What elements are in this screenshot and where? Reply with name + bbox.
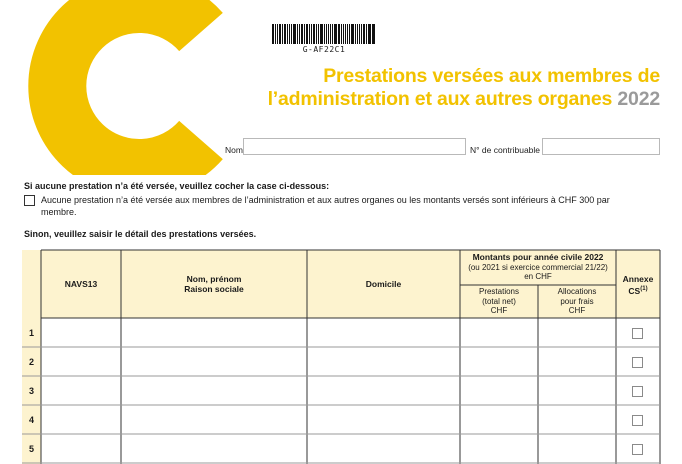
prestations-cell[interactable] (461, 377, 537, 404)
column-header-navs13: NAVS13 (64, 279, 98, 289)
allocations-header-line-3: CHF (568, 306, 586, 315)
annexe-header-line-2 (616, 284, 660, 296)
column-header-prestations (460, 287, 538, 316)
prestations-cell[interactable] (461, 319, 537, 346)
allocations-cell[interactable] (539, 435, 615, 462)
no-benefit-heading: Si aucune prestation n’a été versée, veuillez cocher la case ci-dessous: (24, 181, 330, 191)
column-header-name-line-1: Nom, prénom (186, 274, 242, 284)
prestations-header-line-3: CHF (490, 306, 508, 315)
column-header-annexe (616, 274, 660, 296)
name-label: Nom (225, 145, 243, 155)
amounts-header-line-1: Montants pour année civile 2022 (472, 252, 604, 262)
row-number: 2 (28, 357, 34, 367)
column-header-allocations (538, 287, 616, 316)
prestations-header-line-1: Prestations (478, 287, 520, 296)
annexe-footnote-ref: (1) (640, 286, 648, 292)
annexe-checkbox[interactable] (632, 444, 643, 455)
no-benefit-text-line-1: Aucune prestation n’a été versée aux membres de l’administration et aux autres organes ou les montants versés sont inférieurs à CHF 300 par (41, 195, 610, 205)
allocations-cell[interactable] (539, 348, 615, 375)
name-cell[interactable] (122, 435, 306, 462)
annexe-checkbox[interactable] (632, 386, 643, 397)
name-cell[interactable] (122, 348, 306, 375)
column-header-name (121, 274, 307, 294)
navs13-cell[interactable] (42, 377, 120, 404)
amounts-header-line-2: (ou 2021 si exercice commercial 21/22) (468, 262, 608, 272)
annexe-checkbox[interactable] (632, 415, 643, 426)
row-number: 3 (28, 386, 34, 396)
row-number: 4 (28, 415, 34, 425)
name-cell[interactable] (122, 319, 306, 346)
barcode-code: G-AF22C1 (302, 45, 346, 54)
annexe-checkbox[interactable] (632, 328, 643, 339)
detail-heading: Sinon, veuillez saisir le détail des prestations versées. (24, 229, 257, 239)
allocations-cell[interactable] (539, 377, 615, 404)
domicile-cell[interactable] (308, 406, 459, 433)
no-benefit-text-line-2: membre. (41, 207, 77, 217)
column-header-domicile: Domicile (365, 279, 402, 289)
prestations-cell[interactable] (461, 435, 537, 462)
row-number: 1 (28, 328, 34, 338)
column-header-amounts (460, 253, 616, 282)
annexe-header-cs: CS (628, 285, 641, 296)
taxpayer-number-label: N° de contribuable (470, 145, 541, 155)
prestations-cell[interactable] (461, 406, 537, 433)
name-cell[interactable] (122, 377, 306, 404)
navs13-cell[interactable] (42, 348, 120, 375)
amounts-header-line-3: en CHF (524, 272, 552, 281)
prestations-cell[interactable] (461, 348, 537, 375)
form-year: 2022 (617, 88, 660, 110)
prestations-header-line-2: (total net) (482, 296, 516, 306)
allocations-cell[interactable] (539, 319, 615, 346)
allocations-cell[interactable] (539, 406, 615, 433)
annexe-header-line-1: Annexe (622, 274, 654, 284)
title-line-2-text: l’administration et aux autres organes (267, 88, 613, 110)
navs13-cell[interactable] (42, 406, 120, 433)
allocations-header-line-1: Allocations (557, 287, 597, 296)
column-header-name-line-2: Raison sociale (184, 284, 244, 294)
domicile-cell[interactable] (308, 348, 459, 375)
title-line-1: Prestations versées aux membres de (323, 65, 660, 87)
name-cell[interactable] (122, 406, 306, 433)
row-number: 5 (28, 444, 34, 454)
domicile-cell[interactable] (308, 435, 459, 462)
allocations-header-line-2: pour frais (560, 296, 594, 306)
domicile-cell[interactable] (308, 377, 459, 404)
navs13-cell[interactable] (42, 435, 120, 462)
navs13-cell[interactable] (42, 319, 120, 346)
annexe-checkbox[interactable] (632, 357, 643, 368)
domicile-cell[interactable] (308, 319, 459, 346)
